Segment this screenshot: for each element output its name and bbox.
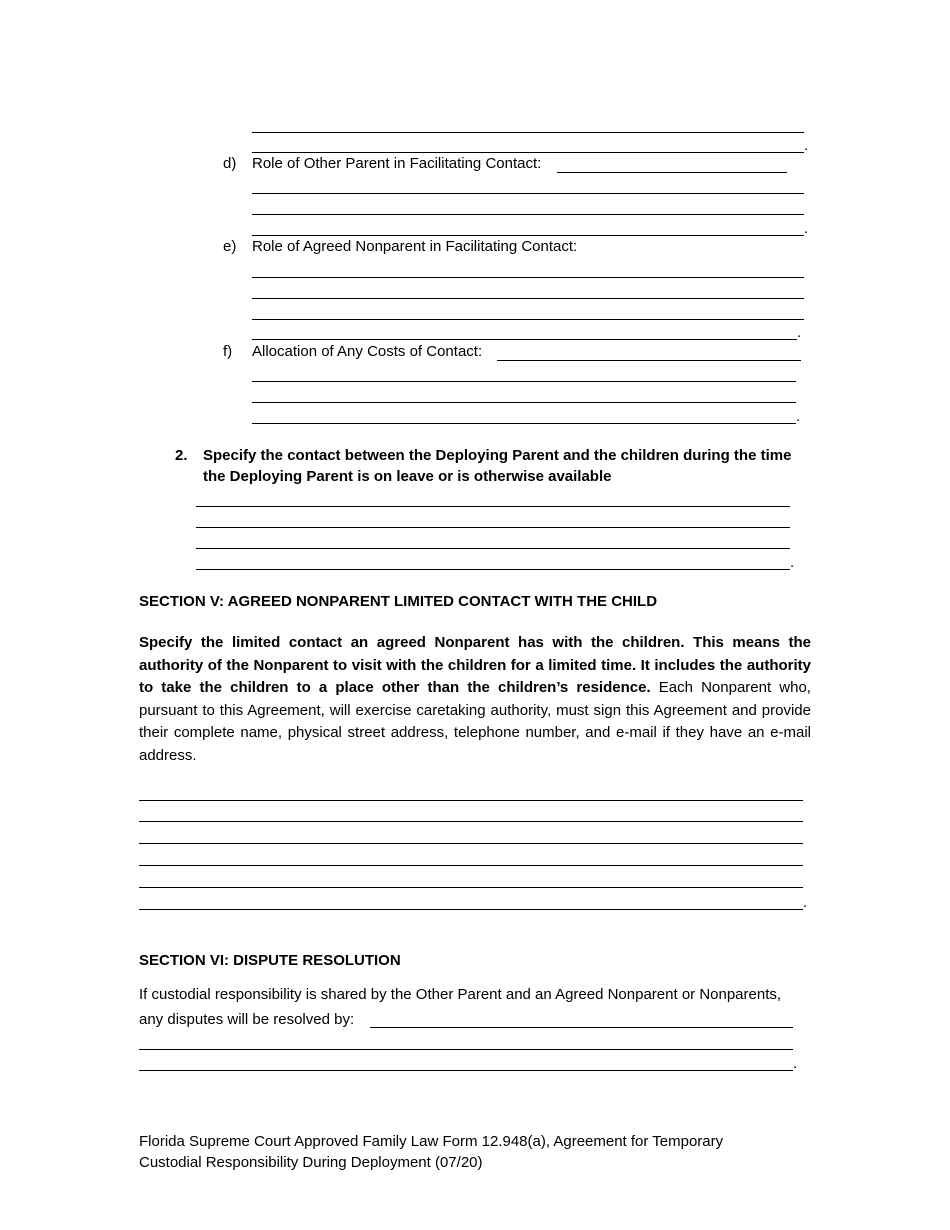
blank-line[interactable]: [252, 132, 804, 133]
blank-line[interactable]: [139, 800, 803, 801]
blank-line[interactable]: [252, 214, 804, 215]
item-2-line2: the Deploying Parent is on leave or is otherwise available: [203, 468, 612, 485]
blank-line[interactable]: [139, 865, 803, 866]
section-5-paragraph: [139, 632, 811, 767]
blank-line[interactable]: [252, 277, 804, 278]
blank-line[interactable]: [139, 909, 803, 910]
blank-line[interactable]: [252, 193, 804, 194]
blank-line[interactable]: [196, 548, 790, 549]
item-d-label: Role of Other Parent in Facilitating Contact:: [252, 155, 542, 172]
section-6-heading: SECTION VI: DISPUTE RESOLUTION: [139, 952, 401, 969]
item-2-number: 2.: [175, 447, 188, 464]
item-f-inline-blank[interactable]: [497, 360, 801, 361]
line-end-period: .: [797, 324, 802, 341]
item-d-inline-blank[interactable]: [557, 172, 787, 173]
blank-line[interactable]: [196, 569, 790, 570]
blank-line[interactable]: [252, 235, 804, 236]
blank-line[interactable]: [252, 298, 804, 299]
blank-line[interactable]: [139, 887, 803, 888]
blank-line[interactable]: [139, 1070, 793, 1071]
item-e-letter: e): [223, 238, 237, 255]
item-d-letter: d): [223, 155, 237, 172]
footer-line2: Custodial Responsibility During Deployment (07/20): [139, 1154, 483, 1171]
line-end-period: .: [790, 554, 795, 571]
item-e-label: Role of Agreed Nonparent in Facilitating Contact:: [252, 238, 578, 255]
blank-line[interactable]: [139, 843, 803, 844]
blank-line[interactable]: [252, 381, 796, 382]
line-end-period: .: [793, 1055, 798, 1072]
section-6-line1: If custodial responsibility is shared by the Other Parent and an Agreed Nonparent or Nonparents,: [139, 986, 782, 1003]
blank-line[interactable]: [196, 506, 790, 507]
line-end-period: .: [796, 408, 801, 425]
blank-line[interactable]: [196, 527, 790, 528]
item-f-label: Allocation of Any Costs of Contact:: [252, 343, 483, 360]
blank-line[interactable]: [252, 402, 796, 403]
blank-line[interactable]: [252, 339, 797, 340]
footer-line1: Florida Supreme Court Approved Family Law Form 12.948(a), Agreement for Temporary: [139, 1133, 724, 1150]
section-5-normal-text: Each Nonparent who, pursuant to this Agreement, will exercise caretaking authority, must sign this Agreement and provide their complete name, physical street address, telephone number, and e-mail if they have an e-mail address.: [139, 679, 811, 764]
item-2-line1: Specify the contact between the Deploying Parent and the children during the time: [203, 447, 792, 464]
blank-line[interactable]: [252, 423, 796, 424]
line-end-period: .: [803, 894, 808, 911]
section-5-heading: SECTION V: AGREED NONPARENT LIMITED CONTACT WITH THE CHILD: [139, 593, 658, 610]
section-5-bold-text: Specify the limited contact an agreed Nonparent has with the children. This means the authority of the Nonparent to visit with the children for a limited time. It includes the authority to take the children to a place other than the children’s residence.: [139, 634, 811, 696]
blank-line[interactable]: [252, 152, 804, 153]
line-end-period: .: [804, 137, 809, 154]
item-f-letter: f): [223, 343, 233, 360]
blank-line[interactable]: [139, 821, 803, 822]
blank-line[interactable]: [252, 319, 804, 320]
line-end-period: .: [804, 220, 809, 237]
dispute-inline-blank[interactable]: [370, 1027, 793, 1028]
blank-line[interactable]: [139, 1049, 793, 1050]
section-6-line2: any disputes will be resolved by:: [139, 1011, 355, 1028]
